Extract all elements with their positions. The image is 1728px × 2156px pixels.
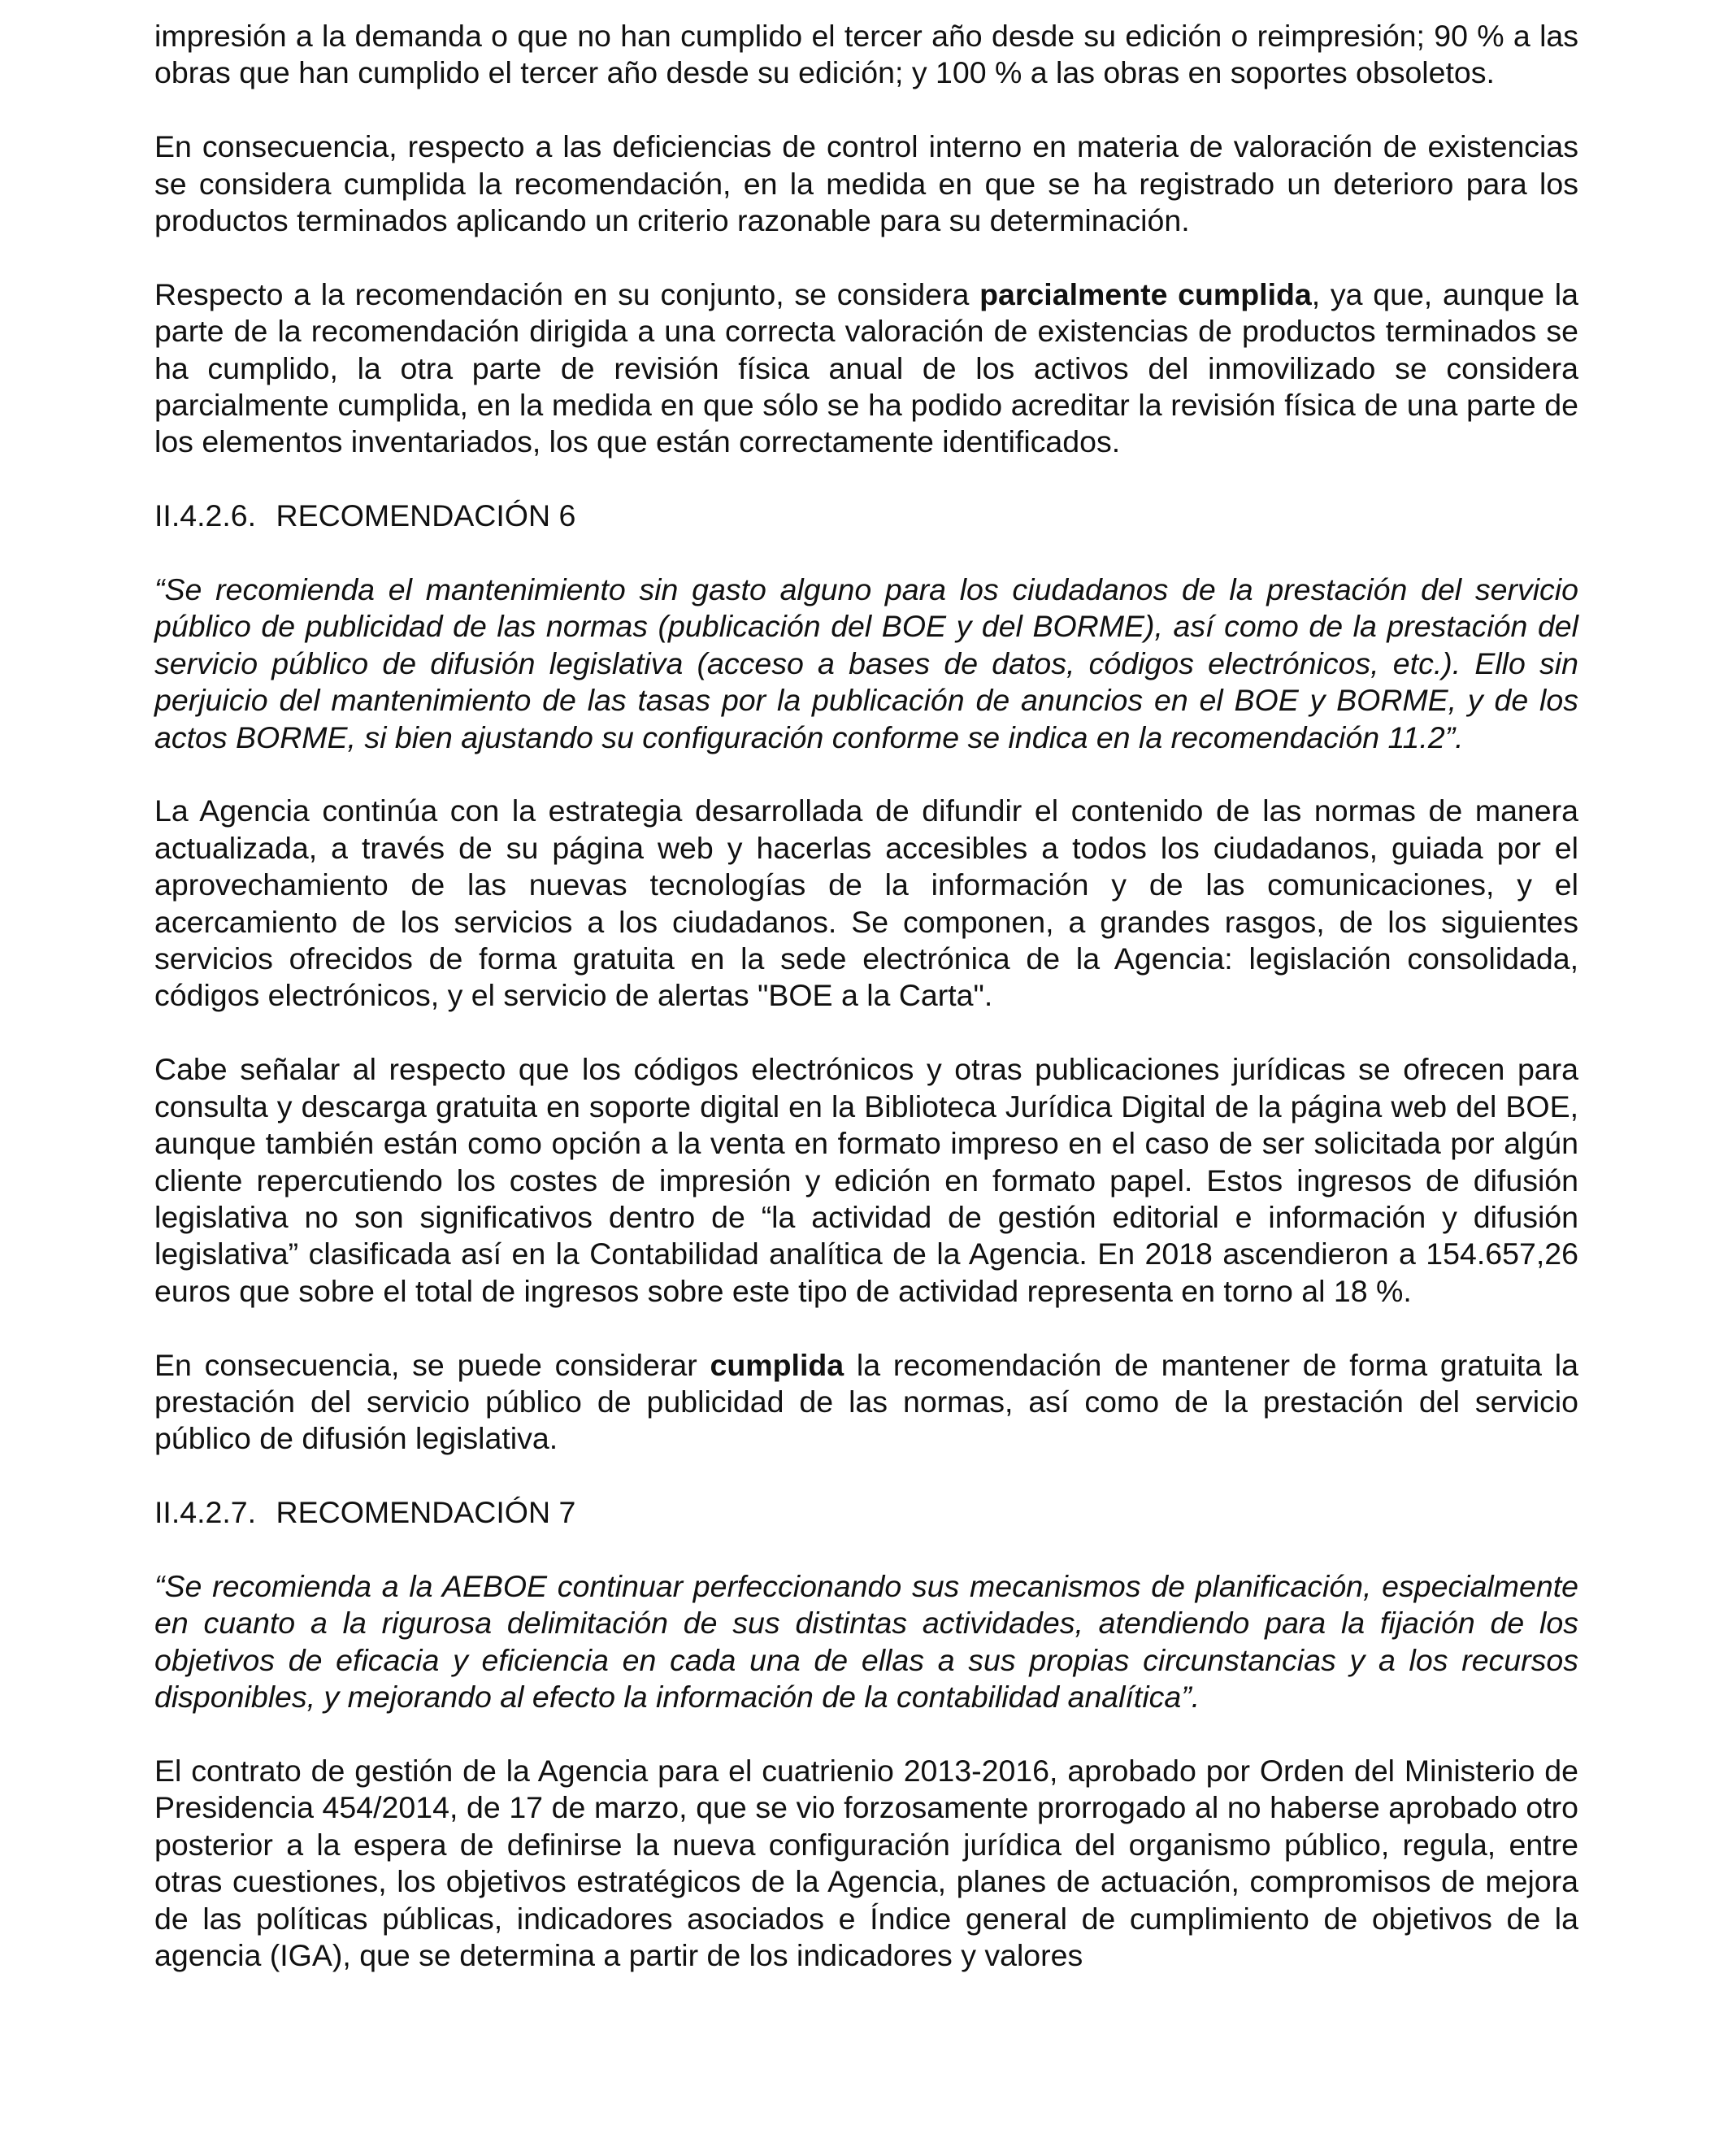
paragraph-management-contract: El contrato de gestión de la Agencia para el cuatrienio 2013-2016, aprobado por Orden del Ministerio de Presidencia 454/2014, de 17 de marzo, que se vio forzosamente prorrogado al no haberse aprobado otro posterior a la espera de definirse la nueva configuración jurídica del organismo público, regula, entre otras cuestiones, los objetivos estratégicos de la Agencia, planes de actuación, compromisos de mejora de las políticas públicas, indicadores asociados e Índice general de cumplimiento de objetivos de la agencia (IGA), que se determina a partir de los indicadores y valores (154, 1753, 1578, 1972)
section-heading-6 (154, 498, 1578, 534)
paragraph-overall-conclusion (154, 276, 1578, 461)
section-number: II.4.2.6. (154, 498, 257, 533)
bold-verdict: cumplida (710, 1347, 844, 1382)
text-run: Respecto a la recomendación en su conjunto, se considera (154, 276, 980, 311)
section-title: RECOMENDACIÓN 6 (276, 498, 576, 533)
section-heading-7 (154, 1494, 1578, 1531)
section-title: RECOMENDACIÓN 7 (276, 1495, 576, 1530)
text-run: la recomendación de mantener de forma gratuita la prestación del servicio público de publicidad de las normas, así como de la prestación del servicio público de difusión legislativa. (154, 1347, 1578, 1456)
text-run: En consecuencia, se puede considerar (154, 1347, 710, 1382)
paragraph-legal-codes: Cabe señalar al respecto que los códigos electrónicos y otras publicaciones jurídicas se ofrecen para consulta y descarga gratuita en soporte digital en la Biblioteca Jurídica Digital de la página web del BOE, aunque también están como opción a la venta en formato impreso en el caso de ser solicitada por algún cliente repercutiendo los costes de impresión y edición en formato papel. Estos ingresos de difusión legislativa no son significativos dentro de “la actividad de gestión editorial e información y difusión legislativa” clasificada así en la Contabilidad analítica de la Agencia. En 2018 ascendieron a 154.657,26 euros que sobre el total de ingresos sobre este tipo de actividad representa en torno al 18 %. (154, 1052, 1578, 1308)
recommendation-quote-6: “Se recomienda el mantenimiento sin gasto alguno para los ciudadanos de la prestación del servicio público de publicidad de las normas (publicación del BOE y del BORME), así como de la prestación del servicio público de difusión legislativa (acceso a bases de datos, códigos electrónicos, etc.). Ello sin perjuicio del mantenimiento de las tasas por la publicación de anuncios en el BOE y BORME, y de los actos BORME, si bien ajustando su configuración conforme se indica en la recomendación 11.2”. (154, 572, 1578, 754)
text-run: , ya que, aunque la parte de la recomendación dirigida a una correcta valoración de existencias de productos terminados se ha cumplido, la otra parte de revisión física anual de los activos del inmovilizado se considera parcialmente cumplida, en la medida en que sólo se ha podido acreditar la revisión física de una parte de los elementos inventariados, los que están correctamente identificados. (154, 276, 1578, 459)
paragraph-section6-conclusion (154, 1347, 1578, 1458)
section-number: II.4.2.7. (154, 1495, 257, 1530)
document-page (154, 18, 1578, 1974)
paragraph-continuation: impresión a la demanda o que no han cumplido el tercer año desde su edición o reimpresión; 90 % a las obras que han cumplido el tercer año desde su edición; y 100 % a las obras en soportes obsoletos. (154, 19, 1578, 90)
paragraph-inventory-conclusion: En consecuencia, respecto a las deficiencias de control interno en materia de valoración de existencias se considera cumplida la recomendación, en la medida en que se ha registrado un deterioro para los productos terminados aplicando un criterio razonable para su determinación. (154, 129, 1578, 238)
paragraph-agency-strategy: La Agencia continúa con la estrategia desarrollada de difundir el contenido de las normas de manera actualizada, a través de su página web y hacerlas accesibles a todos los ciudadanos, guiada por el aprovechamiento de las nuevas tecnologías de la información y de las comunicaciones, y el acercamiento de los servicios a los ciudadanos. Se componen, a grandes rasgos, de los siguientes servicios ofrecidos de forma gratuita en la sede electrónica de la Agencia: legislación consolidada, códigos electrónicos, y el servicio de alertas "BOE a la Carta". (154, 793, 1578, 1013)
recommendation-quote-7: “Se recomienda a la AEBOE continuar perfeccionando sus mecanismos de planificación, especialmente en cuanto a la rigurosa delimitación de sus distintas actividades, atendiendo para la fijación de los objetivos de eficacia y eficiencia en cada una de ellas a sus propias circunstancias y a los recursos disponibles, y mejorando al efecto la información de la contabilidad analítica”. (154, 1568, 1578, 1715)
bold-verdict: parcialmente cumplida (979, 276, 1312, 311)
